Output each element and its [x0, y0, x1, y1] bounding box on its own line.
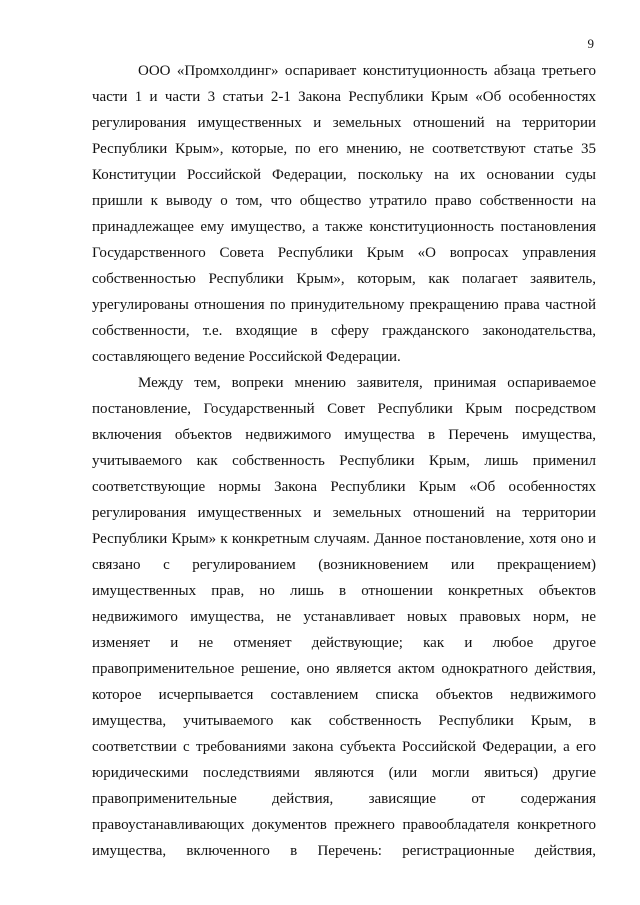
paragraph-2-line-11: изменяет и не отменяет действующие; как и любое другое	[92, 635, 596, 651]
paragraph-1-line-3: регулирования имущественных и земельных отношений на территории	[92, 115, 596, 131]
paragraph-1-line-9: собственностью Республики Крым», которым, как полагает заявитель,	[92, 271, 596, 287]
paragraph-2-line-19: имущества, включенного в Перечень: регистрационные действия,	[92, 843, 596, 859]
paragraph-1-line-12: составляющего ведение Российской Федерации.	[92, 349, 401, 365]
paragraph-1-line-11: собственности, т.е. входящие в сферу гражданского законодательства,	[92, 323, 596, 339]
paragraph-2-line-13: которое исчерпывается составлением списка объектов недвижимого	[92, 687, 596, 703]
body-text	[92, 58, 596, 864]
page-number: 9	[587, 36, 594, 51]
paragraph-2-line-17: правоприменительные действия, зависящие от содержания	[92, 791, 596, 807]
paragraph-2-line-18: правоустанавливающих документов прежнего правообладателя конкретного	[92, 817, 596, 833]
paragraph-2-line-7: Республики Крым» к конкретным случаям. Данное постановление, хотя оно и	[92, 531, 596, 547]
paragraph-2-line-5: соответствующие нормы Закона Республики Крым «Об особенностях	[92, 479, 596, 495]
paragraph-1-line-1: ООО «Промхолдинг» оспаривает конституционность абзаца третьего	[138, 63, 596, 79]
paragraph-2-line-6: регулирования имущественных и земельных отношений на территории	[92, 505, 596, 521]
paragraph-1-line-6: пришли к выводу о том, что общество утратило право собственности на	[92, 193, 596, 209]
paragraph-1-line-5: Конституции Российской Федерации, поскольку на их основании суды	[92, 167, 596, 183]
paragraph-2-line-15: соответствии с требованиями закона субъекта Российской Федерации, а его	[92, 739, 596, 755]
paragraph-1-line-7: принадлежащее ему имущество, а также конституционность постановления	[92, 219, 596, 235]
paragraph-2-line-14: имущества, учитываемого как собственность Республики Крым, в	[92, 713, 596, 729]
paragraph-2-line-1: Между тем, вопреки мнению заявителя, принимая оспариваемое	[138, 375, 596, 391]
paragraph-1-line-4: Республики Крым», которые, по его мнению, не соответствуют статье 35	[92, 141, 596, 157]
paragraph-2-line-3: включения объектов недвижимого имущества в Перечень имущества,	[92, 427, 596, 443]
paragraph-1-line-2: части 1 и части 3 статьи 2-1 Закона Республики Крым «Об особенностях	[92, 89, 596, 105]
paragraph-2-line-8: связано с регулированием (возникновением или прекращением)	[92, 557, 596, 573]
paragraph-1-line-8: Государственного Совета Республики Крым «О вопросах управления	[92, 245, 596, 261]
paragraph-2-line-10: недвижимого имущества, не устанавливает новых правовых норм, не	[92, 609, 596, 625]
paragraph-2-line-12: правоприменительное решение, оно является актом однократного действия,	[92, 661, 596, 677]
paragraph-2-line-16: юридическими последствиями являются (или могли явиться) другие	[92, 765, 596, 781]
paragraph-2-line-4: учитываемого как собственность Республики Крым, лишь применил	[92, 453, 596, 469]
paragraph-2-line-9: имущественных прав, но лишь в отношении конкретных объектов	[92, 583, 596, 599]
paragraph-1-line-10: урегулированы отношения по принудительному прекращению права частной	[92, 297, 596, 313]
paragraph-2-line-2: постановление, Государственный Совет Республики Крым посредством	[92, 401, 596, 417]
